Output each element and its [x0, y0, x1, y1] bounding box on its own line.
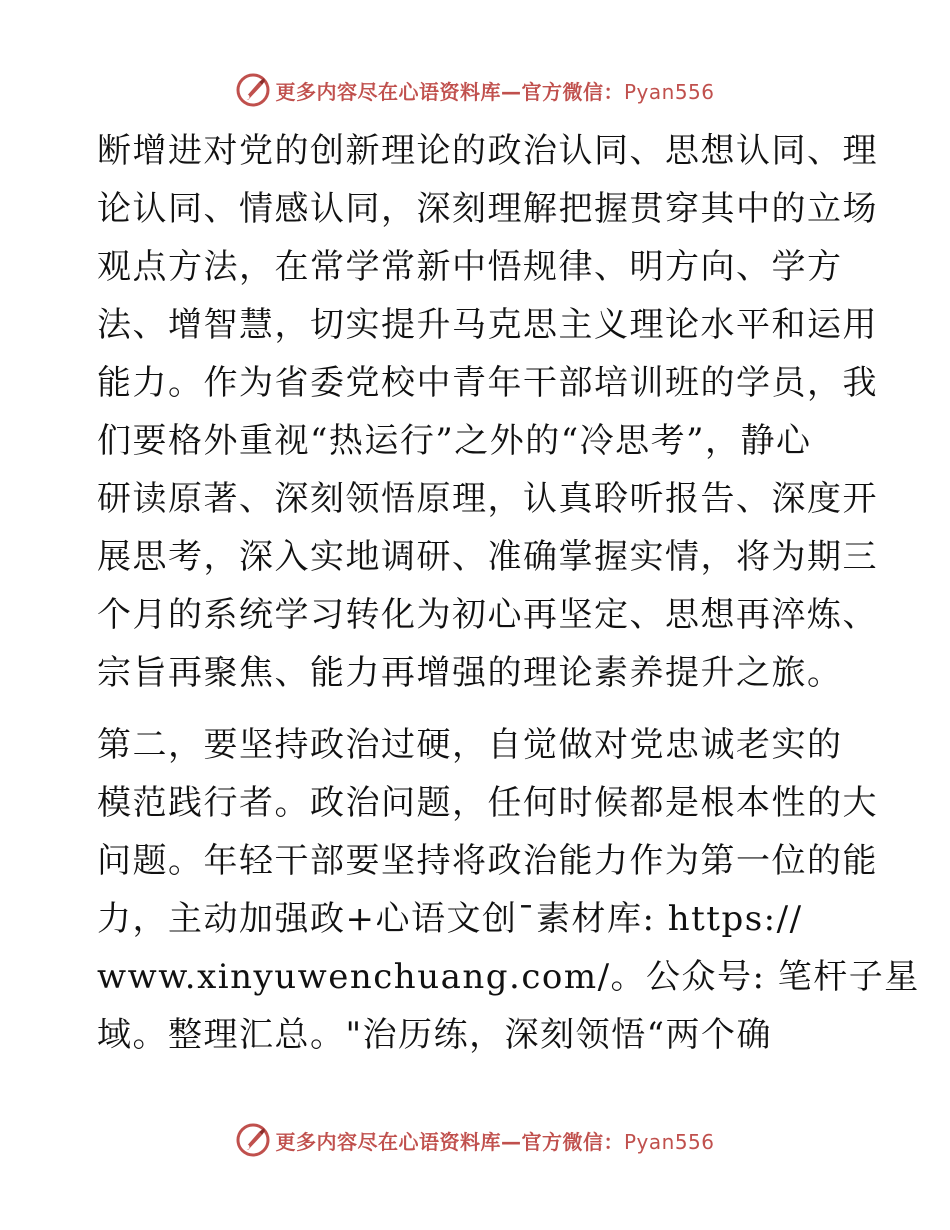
watermark-id: Pyan556: [623, 1129, 715, 1154]
document-body: [97, 122, 920, 1064]
text-line: 力，主动加强政+心语文创¯素材库: https://: [97, 899, 803, 939]
text-line: 宗旨再聚焦、能力再增强的理论素养提升之旅。: [97, 653, 843, 693]
quill-seal-icon: [235, 72, 271, 108]
text-line: 法、增智慧，切实提升马克思主义理论水平和运用: [97, 305, 878, 345]
paragraph-gap: [97, 702, 857, 716]
text-line: 展思考，深入实地调研、准确掌握实情，将为期三: [97, 537, 878, 577]
text-line: 第二，要坚持政治过硬，自觉做对党忠诚老实的: [97, 725, 843, 765]
watermark-id: Pyan556: [623, 79, 715, 104]
paragraph: [97, 122, 878, 702]
header-watermark: [0, 70, 950, 110]
text-line: 观点方法，在常学常新中悟规律、明方向、学方: [97, 247, 843, 287]
text-line: 个月的系统学习转化为初心再坚定、思想再淬炼、: [97, 595, 878, 635]
text-line: 论认同、情感认同，深刻理解把握贯穿其中的立场: [97, 189, 878, 229]
text-line: 模范践行者。政治问题，任何时候都是根本性的大: [97, 783, 878, 823]
paragraph: [97, 716, 920, 1064]
footer-watermark: [0, 1120, 950, 1160]
text-line: 们要格外重视“热运行”之外的“冷思考”，静心: [97, 421, 812, 461]
text-line: 断增进对党的创新理论的政治认同、思想认同、理: [97, 131, 878, 171]
watermark-text: 更多内容尽在心语资料库—官方微信：: [275, 79, 624, 104]
text-line: 域。整理汇总。"治历练，深刻领悟“两个确: [97, 1015, 773, 1055]
text-line: 能力。作为省委党校中青年干部培训班的学员，我: [97, 363, 878, 403]
quill-seal-icon: [235, 1122, 271, 1158]
watermark-text: 更多内容尽在心语资料库—官方微信：: [275, 1129, 624, 1154]
text-line: 问题。年轻干部要坚持将政治能力作为第一位的能: [97, 841, 878, 881]
text-line: 研读原著、深刻领悟原理，认真聆听报告、深度开: [97, 479, 878, 519]
text-line: www.xinyuwenchuang.com/。公众号: 笔杆子星: [97, 957, 920, 997]
